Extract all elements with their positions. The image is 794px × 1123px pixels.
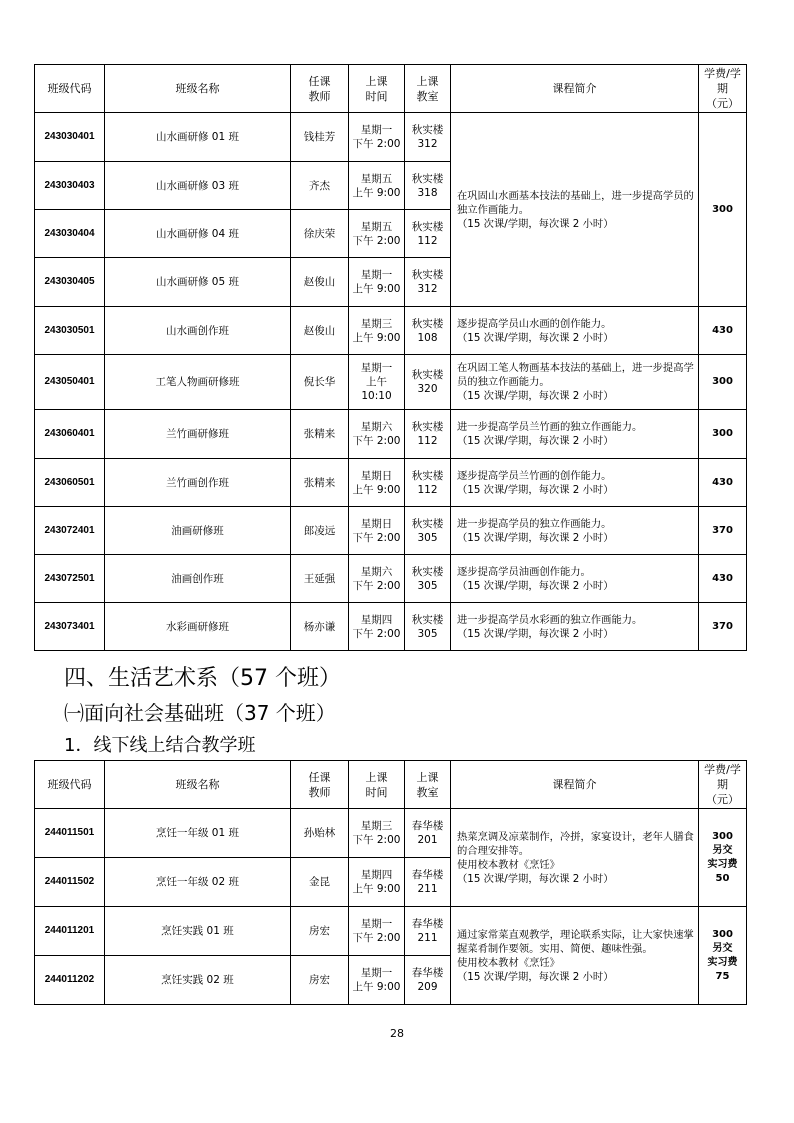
table-row — [35, 603, 747, 651]
classroom: 秋实楼 305 — [405, 555, 451, 603]
class-time: 星期一 上午 9:00 — [349, 258, 405, 307]
classroom: 秋实楼 112 — [405, 410, 451, 459]
table-row — [35, 113, 747, 162]
tuition-fee: 430 — [699, 459, 747, 507]
tuition-fee: 300 — [699, 113, 747, 307]
class-time: 星期四 下午 2:00 — [349, 603, 405, 651]
course-table-art — [34, 64, 747, 651]
tuition-fee: 300 — [699, 410, 747, 459]
table-row — [35, 507, 747, 555]
class-time: 星期三 上午 9:00 — [349, 307, 405, 355]
class-code: 243060401 — [35, 410, 105, 459]
class-name: 烹饪一年级 02 班 — [105, 858, 291, 907]
header-name: 班级名称 — [105, 65, 291, 113]
class-name: 烹饪一年级 01 班 — [105, 809, 291, 858]
teacher: 王延强 — [291, 555, 349, 603]
course-description: 逐步提高学员兰竹画的创作能力。 （15 次课/学期，每次课 2 小时） — [451, 459, 699, 507]
section-title: 四、生活艺术系（57 个班） — [64, 666, 341, 691]
tuition-fee: 300 另交 实习费 50 — [699, 809, 747, 907]
class-name: 山水画研修 05 班 — [105, 258, 291, 307]
teacher: 金昆 — [291, 858, 349, 907]
table-row — [35, 907, 747, 956]
class-name: 工笔人物画研修班 — [105, 355, 291, 410]
class-code: 244011501 — [35, 809, 105, 858]
class-name: 油画创作班 — [105, 555, 291, 603]
class-code: 243072401 — [35, 507, 105, 555]
class-code: 244011502 — [35, 858, 105, 907]
class-time: 星期五 下午 2:00 — [349, 210, 405, 258]
header-teacher: 任课 教师 — [291, 65, 349, 113]
page-number: 28 — [390, 1027, 404, 1040]
classroom: 秋实楼 320 — [405, 355, 451, 410]
class-code: 244011202 — [35, 956, 105, 1005]
classroom: 春华楼 211 — [405, 907, 451, 956]
tuition-fee: 430 — [699, 307, 747, 355]
classroom: 秋实楼 312 — [405, 258, 451, 307]
classroom: 秋实楼 112 — [405, 210, 451, 258]
table-row — [35, 459, 747, 507]
classroom: 春华楼 201 — [405, 809, 451, 858]
classroom: 春华楼 209 — [405, 956, 451, 1005]
table-header-row — [35, 65, 747, 113]
section-subtitle: ㈠面向社会基础班（37 个班） — [64, 701, 336, 725]
class-code: 243073401 — [35, 603, 105, 651]
classroom: 秋实楼 305 — [405, 507, 451, 555]
table-row — [35, 355, 747, 410]
class-time: 星期日 下午 2:00 — [349, 507, 405, 555]
header-room: 上课 教室 — [405, 65, 451, 113]
teacher: 徐庆荣 — [291, 210, 349, 258]
classroom: 春华楼 211 — [405, 858, 451, 907]
teacher: 房宏 — [291, 907, 349, 956]
course-description: 通过家常菜直观教学，理论联系实际，让大家快速掌握菜肴制作要领。实用、简便、趣味性强。 使用校本教材《烹饪》 （15 次课/学期，每次课 2 小时） — [451, 907, 699, 1005]
class-code: 243072501 — [35, 555, 105, 603]
class-code: 243060501 — [35, 459, 105, 507]
tuition-fee: 370 — [699, 603, 747, 651]
class-name: 山水画研修 04 班 — [105, 210, 291, 258]
header-time: 上课 时间 — [349, 65, 405, 113]
course-description: 进一步提高学员水彩画的独立作画能力。 （15 次课/学期，每次课 2 小时） — [451, 603, 699, 651]
section-subsubtitle: 1．线下线上结合教学班 — [64, 735, 256, 756]
teacher: 赵俊山 — [291, 258, 349, 307]
teacher: 齐杰 — [291, 162, 349, 210]
class-code: 243030405 — [35, 258, 105, 307]
classroom: 秋实楼 312 — [405, 113, 451, 162]
classroom: 秋实楼 112 — [405, 459, 451, 507]
header-desc: 课程简介 — [451, 761, 699, 809]
class-time: 星期日 上午 9:00 — [349, 459, 405, 507]
header-code: 班级代码 — [35, 65, 105, 113]
course-description: 热菜烹调及凉菜制作，冷拼，家宴设计，老年人膳食的合理安排等。 使用校本教材《烹饪》 （15 次课/学期，每次课 2 小时） — [451, 809, 699, 907]
class-name: 山水画研修 01 班 — [105, 113, 291, 162]
course-description: 逐步提高学员油画创作能力。 （15 次课/学期，每次课 2 小时） — [451, 555, 699, 603]
class-code: 244011201 — [35, 907, 105, 956]
course-description: 在巩固工笔人物画基本技法的基础上，进一步提高学员的独立作画能力。 （15 次课/学期，每次课 2 小时） — [451, 355, 699, 410]
class-code: 243030404 — [35, 210, 105, 258]
class-time: 星期一 下午 2:00 — [349, 113, 405, 162]
class-name: 山水画创作班 — [105, 307, 291, 355]
course-description: 逐步提高学员山水画的创作能力。 （15 次课/学期，每次课 2 小时） — [451, 307, 699, 355]
teacher: 郎凌远 — [291, 507, 349, 555]
teacher: 钱桂芳 — [291, 113, 349, 162]
teacher: 张精来 — [291, 410, 349, 459]
class-time: 星期一 上午 10:10 — [349, 355, 405, 410]
class-code: 243050401 — [35, 355, 105, 410]
class-time: 星期六 下午 2:00 — [349, 555, 405, 603]
class-time: 星期四 上午 9:00 — [349, 858, 405, 907]
class-time: 星期一 下午 2:00 — [349, 907, 405, 956]
classroom: 秋实楼 318 — [405, 162, 451, 210]
tuition-fee: 370 — [699, 507, 747, 555]
classroom: 秋实楼 305 — [405, 603, 451, 651]
class-name: 烹饪实践 02 班 — [105, 956, 291, 1005]
header-name: 班级名称 — [105, 761, 291, 809]
header-teacher: 任课 教师 — [291, 761, 349, 809]
course-table-cooking — [34, 760, 747, 1005]
header-desc: 课程简介 — [451, 65, 699, 113]
tuition-fee: 300 — [699, 355, 747, 410]
header-fee: 学费/学期 （元） — [699, 761, 747, 809]
header-code: 班级代码 — [35, 761, 105, 809]
teacher: 张精来 — [291, 459, 349, 507]
course-description: 在巩固山水画基本技法的基础上，进一步提高学员的独立作画能力。 （15 次课/学期，每次课 2 小时） — [451, 113, 699, 307]
table-header-row — [35, 761, 747, 809]
teacher: 孙贻林 — [291, 809, 349, 858]
course-description: 进一步提高学员的独立作画能力。 （15 次课/学期，每次课 2 小时） — [451, 507, 699, 555]
teacher: 倪长华 — [291, 355, 349, 410]
header-time: 上课 时间 — [349, 761, 405, 809]
class-code: 243030403 — [35, 162, 105, 210]
class-time: 星期六 下午 2:00 — [349, 410, 405, 459]
teacher: 赵俊山 — [291, 307, 349, 355]
classroom: 秋实楼 108 — [405, 307, 451, 355]
class-name: 水彩画研修班 — [105, 603, 291, 651]
header-fee: 学费/学期 （元） — [699, 65, 747, 113]
teacher: 房宏 — [291, 956, 349, 1005]
class-name: 油画研修班 — [105, 507, 291, 555]
tuition-fee: 300 另交 实习费 75 — [699, 907, 747, 1005]
class-name: 兰竹画创作班 — [105, 459, 291, 507]
table-row — [35, 410, 747, 459]
class-time: 星期一 上午 9:00 — [349, 956, 405, 1005]
class-time: 星期三 下午 2:00 — [349, 809, 405, 858]
table-row — [35, 809, 747, 858]
class-name: 烹饪实践 01 班 — [105, 907, 291, 956]
teacher: 杨亦谦 — [291, 603, 349, 651]
class-time: 星期五 上午 9:00 — [349, 162, 405, 210]
header-room: 上课 教室 — [405, 761, 451, 809]
tuition-fee: 430 — [699, 555, 747, 603]
class-code: 243030501 — [35, 307, 105, 355]
class-name: 山水画研修 03 班 — [105, 162, 291, 210]
class-code: 243030401 — [35, 113, 105, 162]
course-description: 进一步提高学员兰竹画的独立作画能力。 （15 次课/学期，每次课 2 小时） — [451, 410, 699, 459]
class-name: 兰竹画研修班 — [105, 410, 291, 459]
table-row — [35, 307, 747, 355]
table-row — [35, 555, 747, 603]
